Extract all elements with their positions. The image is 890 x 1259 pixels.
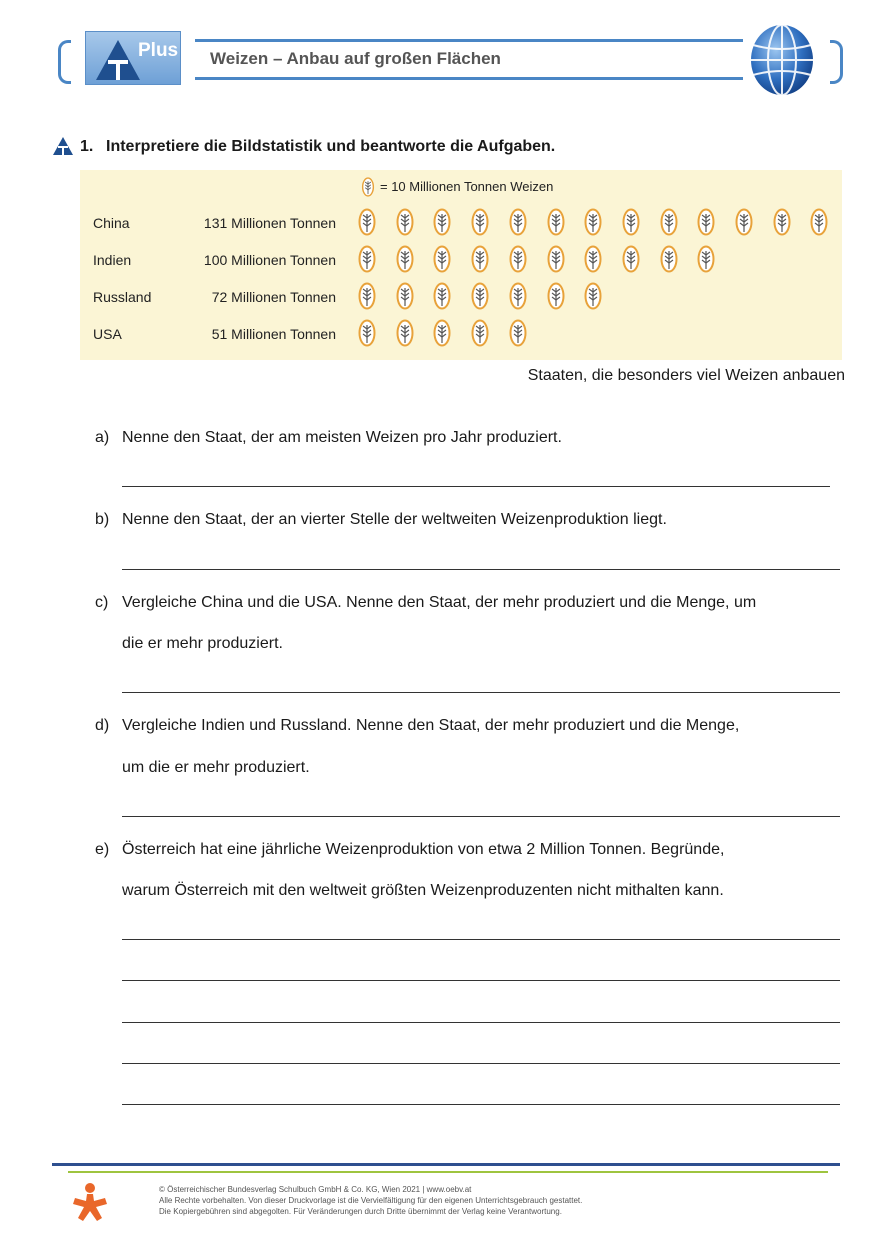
wheat-icon xyxy=(547,282,565,310)
amount-label: 72 Millionen Tonnen xyxy=(211,289,336,305)
footer-copyright: © Österreichischer Bundesverlag Schulbuch GmbH & Co. KG, Wien 2021 | www.oebv.at xyxy=(159,1185,472,1194)
country-label: Indien xyxy=(93,252,132,268)
wheat-icon xyxy=(433,208,451,236)
wheat-icon xyxy=(622,245,640,273)
question-d-text-line1: Vergleiche Indien und Russland. Nenne den Staat, der mehr produziert und die Menge, xyxy=(122,717,740,734)
wheat-icon xyxy=(471,282,489,310)
wheat-icon xyxy=(358,282,376,310)
header-line-top xyxy=(195,39,743,42)
chart-caption: Staaten, die besonders viel Weizen anbauen xyxy=(527,367,845,384)
wheat-icon xyxy=(735,208,753,236)
page-title: Weizen – Anbau auf großen Flächen xyxy=(210,49,501,68)
question-c-text-line1: Vergleiche China und die USA. Nenne den Staat, der mehr produziert und die Menge, um xyxy=(122,594,757,611)
wheat-icon xyxy=(584,282,602,310)
wheat-icon xyxy=(509,208,527,236)
answer-line-e1[interactable] xyxy=(122,939,840,940)
answer-line-a[interactable] xyxy=(122,486,830,487)
wheat-icon xyxy=(547,208,565,236)
wheat-icon xyxy=(810,208,828,236)
logo-text: Plus xyxy=(138,40,179,61)
question-letter: a) xyxy=(95,429,110,446)
wheat-icon xyxy=(396,282,414,310)
header-bracket-right xyxy=(830,40,843,84)
wheat-icon xyxy=(584,208,602,236)
question-d-text-line2: um die er mehr produziert. xyxy=(122,759,310,776)
wheat-icon xyxy=(509,319,527,347)
answer-line-d[interactable] xyxy=(122,816,840,817)
wheat-icon xyxy=(433,282,451,310)
wheat-icon xyxy=(660,208,678,236)
wheat-icon xyxy=(471,208,489,236)
amount-label: 131 Millionen Tonnen xyxy=(203,215,336,231)
wheat-icon xyxy=(622,208,640,236)
plus-logo xyxy=(85,31,181,85)
wheat-icon xyxy=(396,245,414,273)
answer-line-c[interactable] xyxy=(122,692,840,693)
wheat-icon xyxy=(396,319,414,347)
answer-line-e4[interactable] xyxy=(122,1063,840,1064)
question-c-text-line2: die er mehr produziert. xyxy=(122,635,283,652)
question-letter: c) xyxy=(95,594,109,611)
task-number: 1. xyxy=(80,138,94,155)
globe-icon xyxy=(749,23,815,97)
question-e-text-line1: Österreich hat eine jährliche Weizenproduktion von etwa 2 Million Tonnen. Begründe, xyxy=(122,841,725,858)
wheat-icon xyxy=(396,208,414,236)
answer-line-e2[interactable] xyxy=(122,980,840,981)
question-letter: d) xyxy=(95,717,110,734)
question-e-text-line2: warum Österreich mit den weltweit größten Weizenproduzenten nicht mithalten kann. xyxy=(122,882,724,899)
footer-disclaimer: Die Kopiergebühren sind abgegolten. Für Veränderungen durch Dritte übernimmt der Verlag keine Verantwortung. xyxy=(159,1207,562,1216)
answer-line-e3[interactable] xyxy=(122,1022,840,1023)
wheat-icon xyxy=(471,245,489,273)
wheat-icon xyxy=(433,319,451,347)
answer-line-e5[interactable] xyxy=(122,1104,840,1105)
wheat-icon xyxy=(547,245,565,273)
question-b-text: Nenne den Staat, der an vierter Stelle der weltweiten Weizenproduktion liegt. xyxy=(122,511,667,528)
answer-line-b[interactable] xyxy=(122,569,840,570)
wheat-icon xyxy=(358,208,376,236)
question-letter: b) xyxy=(95,511,110,528)
task-triangle-icon xyxy=(52,136,74,156)
country-label: Russland xyxy=(93,289,152,305)
wheat-icon xyxy=(584,245,602,273)
publisher-logo-icon xyxy=(70,1182,110,1222)
task-title: Interpretiere die Bildstatistik und beantworte die Aufgaben. xyxy=(106,138,556,155)
wheat-icon xyxy=(697,208,715,236)
wheat-icon xyxy=(697,245,715,273)
wheat-icon xyxy=(509,245,527,273)
wheat-icon xyxy=(471,319,489,347)
country-label: USA xyxy=(93,326,122,342)
wheat-icon xyxy=(358,319,376,347)
footer-line-blue xyxy=(52,1163,840,1166)
legend-wheat-icon xyxy=(361,177,375,197)
wheat-icon xyxy=(660,245,678,273)
wheat-icon xyxy=(433,245,451,273)
amount-label: 51 Millionen Tonnen xyxy=(211,326,336,342)
legend-label: = 10 Millionen Tonnen Weizen xyxy=(380,179,554,194)
header-line-bottom xyxy=(195,77,743,80)
wheat-icon xyxy=(509,282,527,310)
country-label: China xyxy=(93,215,130,231)
wheat-icon xyxy=(773,208,791,236)
amount-label: 100 Millionen Tonnen xyxy=(203,252,336,268)
question-a-text: Nenne den Staat, der am meisten Weizen pro Jahr produziert. xyxy=(122,429,562,446)
footer-rights: Alle Rechte vorbehalten. Von dieser Druckvorlage ist die Vervielfältigung für den eigenen Unterrichtsgebrauch gestattet. xyxy=(159,1196,583,1205)
header-bracket-left xyxy=(58,40,71,84)
footer-line-green xyxy=(68,1171,828,1173)
question-letter: e) xyxy=(95,841,110,858)
wheat-icon xyxy=(358,245,376,273)
triangle-logo-icon xyxy=(94,38,142,82)
